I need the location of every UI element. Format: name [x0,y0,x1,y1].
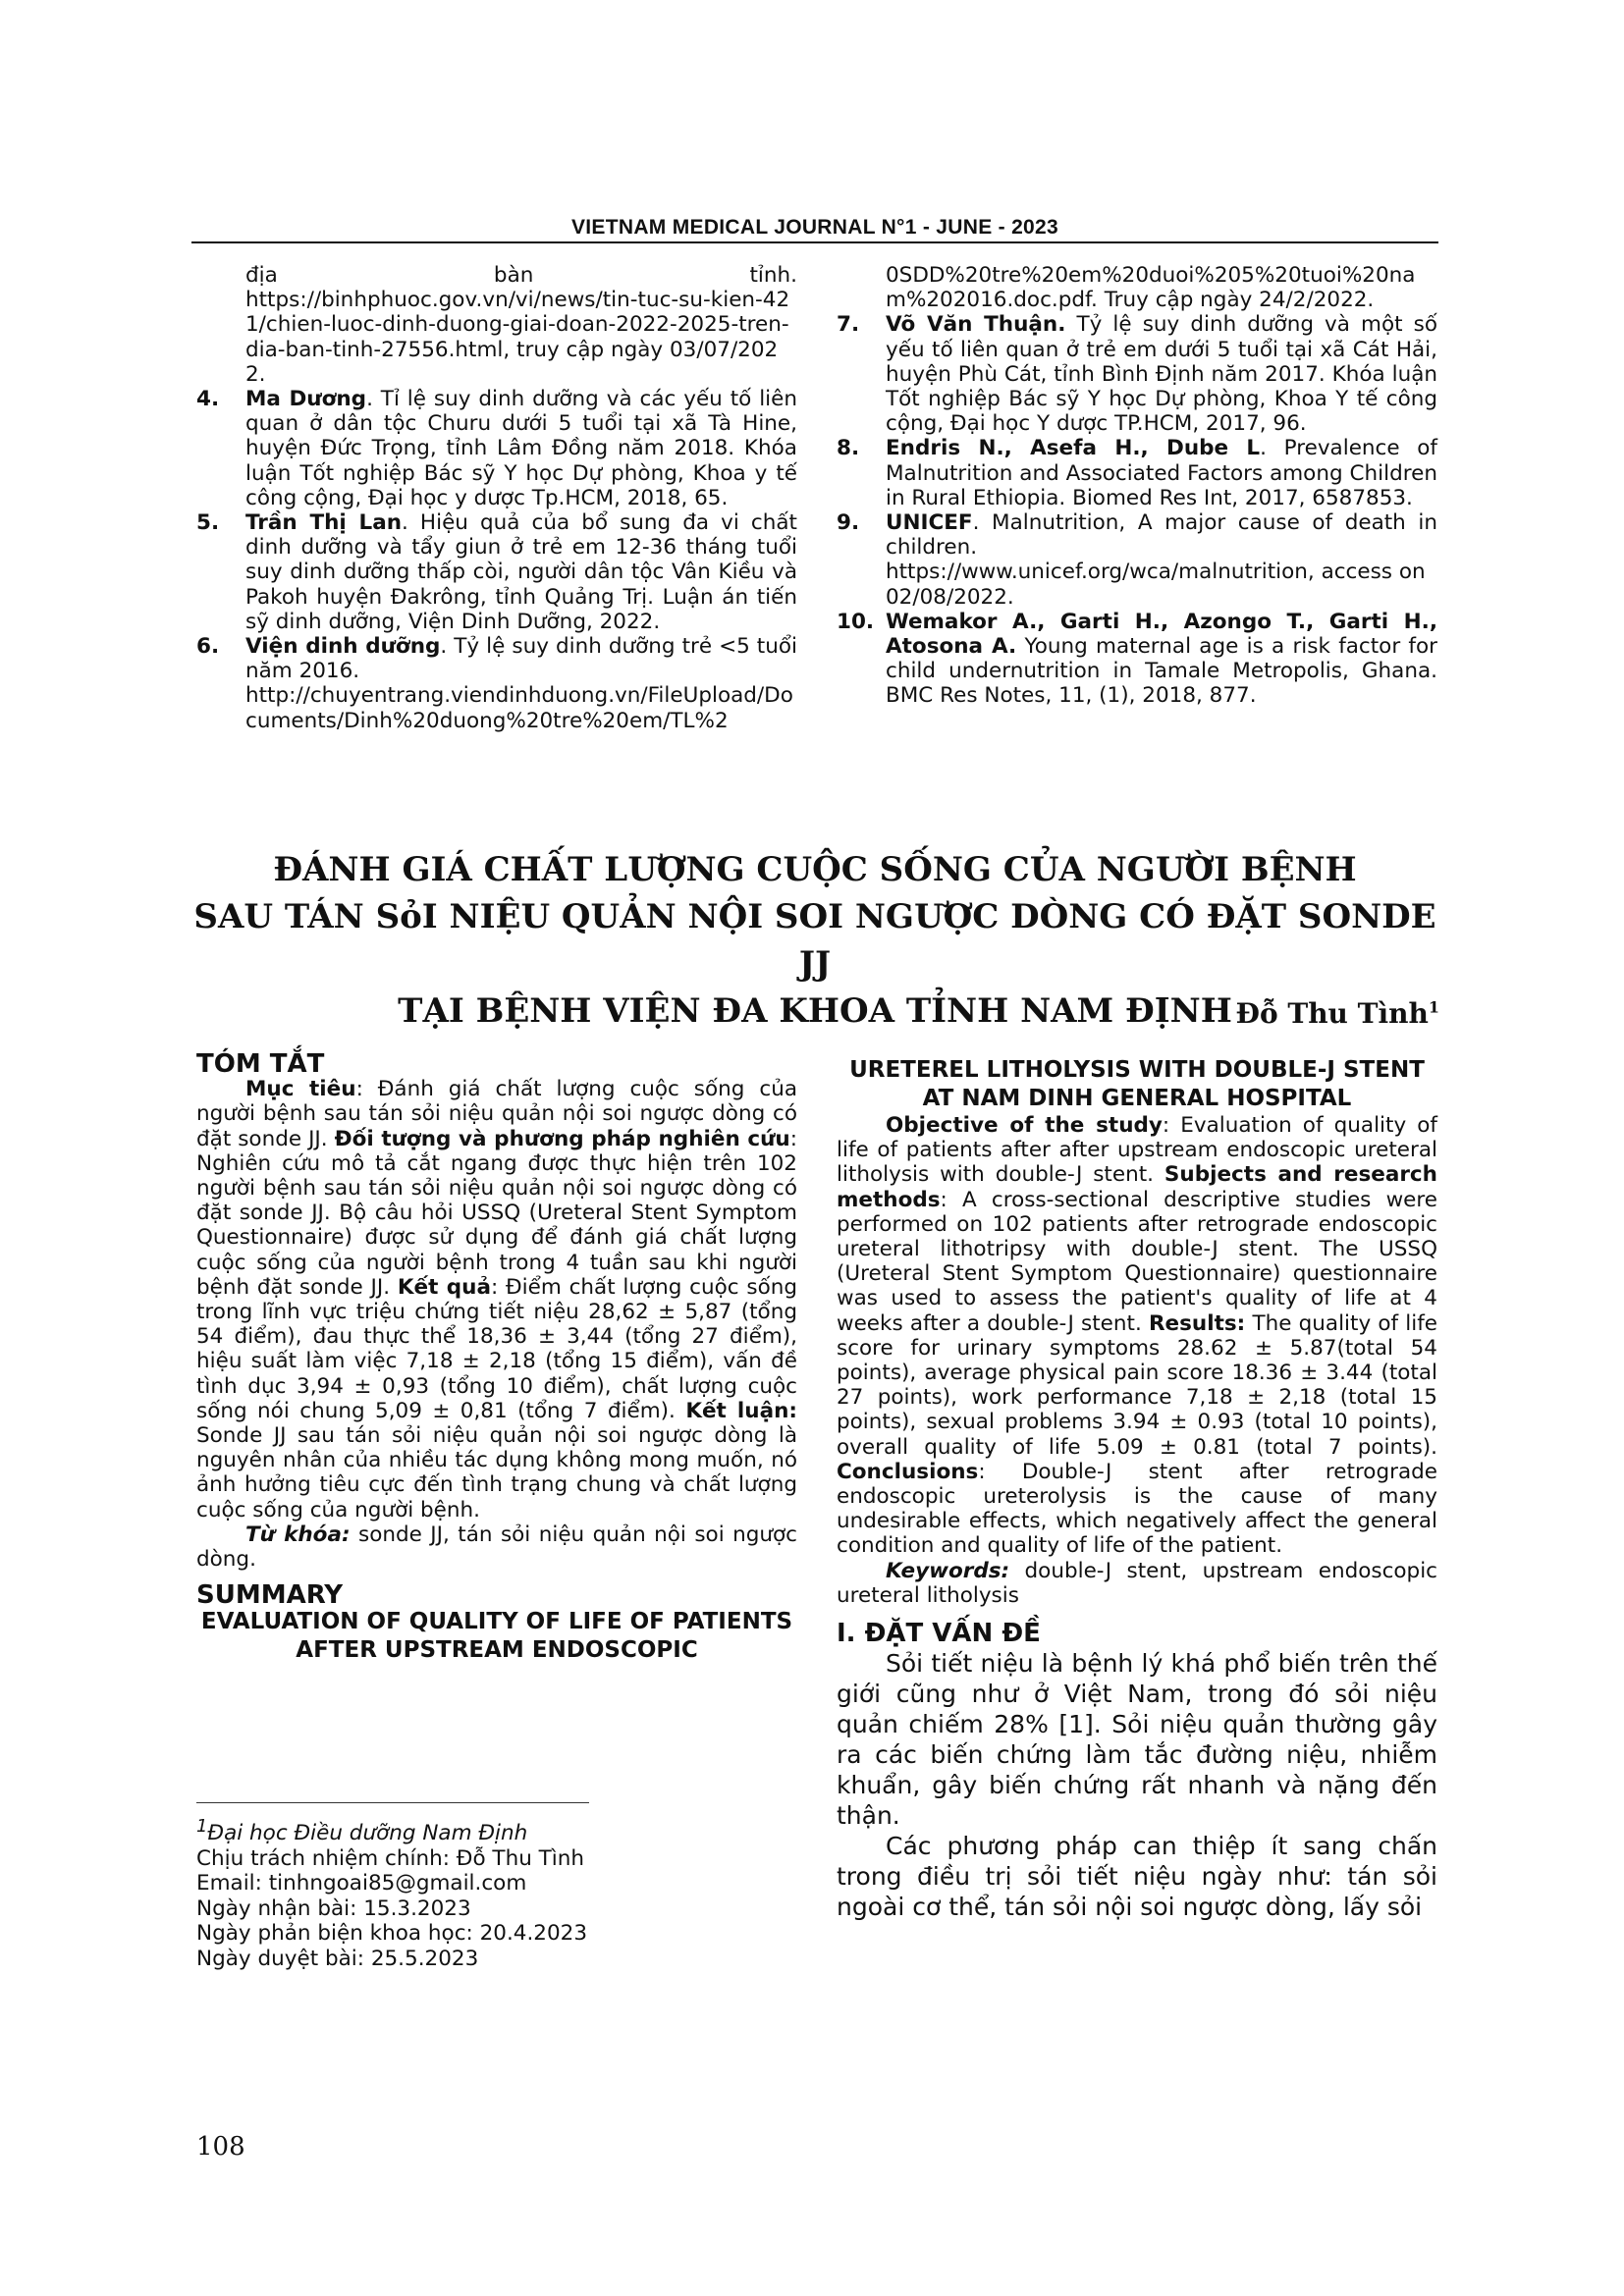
keywords-paragraph [196,1522,797,1572]
running-header: VIETNAM MEDICAL JOURNAL N°1 - JUNE - 2023 [570,216,1058,239]
results-label: Kết quả [397,1274,491,1300]
reference-author: Wemakor A., Garti H., Azongo T., Garti H., Atosona A. [886,609,1437,660]
reference-text: Tỷ lệ suy dinh dưỡng và một số yếu tố liên quan ở trẻ em dưới 5 tuổi tại xã Cát Hải, huyện Phù Cát, tỉnh Bình Định năm 2017. Khóa luận Tốt nghiệp Bác sỹ Y học Dự phòng, Khoa Y tế công cộng, Đại học Y dược TP.HCM, 2017, 96. [886,312,1437,437]
references-right-column [837,263,1437,709]
reference-url: https://binhphuoc.gov.vn/vi/news/tin-tuc-su-kien-421/chien-luoc-dinh-duong-giai-doan-2022-2025-tren-dia-ban-tinh-27556.html, truy cập ngày 03/07/2022. [245,288,790,387]
conclusion-label: Conclusions [837,1459,979,1484]
article-title-line: TẠI BỆNH VIỆN ĐA KHOA TỈNH NAM ĐỊNH [398,991,1232,1031]
reference-author: Viện dinh dưỡng [245,634,441,660]
keywords-label: Keywords: [886,1558,1010,1583]
reference-author: Võ Văn Thuận. [886,312,1066,338]
intro-heading: I. ĐẶT VẤN ĐỀ [837,1619,1041,1649]
article-author [1235,997,1439,1030]
page-number: 108 [196,2132,245,2162]
article-title-line: SAU TÁN SỏI NIỆU QUẢN NỘI SOI NGƯỢC DÒNG CÓ ĐẶT SONDE JJ [193,897,1436,984]
reference-number: 4. [196,387,220,412]
reference-author: Ma Dương [245,387,367,412]
reference-author: UNICEF [886,510,973,536]
reference-4 [196,387,797,510]
affiliation-mark: 1 [196,1816,208,1837]
reference-10 [837,610,1437,709]
results-text: The quality of life score for urinary symptoms 28.62 ± 5.87(total 54 points), average physical pain score 18.36 ± 3.44 (total 27 points), work performance 7,18 ± 2,18 (total 15 points), sexual problems 3.94 ± 0.93 (total 10 points), overall quality of life 5.09 ± 0.81 (total 7 points). [837,1310,1437,1460]
intro-paragraph: Sỏi tiết niệu là bệnh lý khá phổ biến trên thế giới cũng như ở Việt Nam, trong đó sỏi niệu quản chiếm 28% [1]. Sỏi niệu quản thường gây ra các biến chứng làm tắc đường niệu, nhiễm khuẩn, gây biến chứng rất nhanh và nặng đến thận. [837,1649,1437,1831]
affiliation-text: Đại học Điều dưỡng Nam Định [207,1821,528,1846]
keywords-label: Từ khóa: [245,1522,351,1547]
reference-text: . Tỉ lệ suy dinh dưỡng và các yếu tố liên quan ở dân tộc Churu dưới 5 tuổi tại xã Tà Hine, huyện Đức Trọng, tỉnh Lâm Đồng năm 2018. Khóa luận Tốt nghiệp Bác sỹ Y học Dự phòng, Khoa y tế công cộng, Đại học y dược Tp.HCM, 2018, 65. [245,387,797,510]
objective-text: : Evaluation of quality of life of patients after after upstream endoscopic ureteral litholysis with double-J stent. [837,1113,1437,1188]
reference-url: http://chuyentrang.viendinhduong.vn/FileUpload/Documents/Dinh%20duong%20tre%20em/TL%2 [245,683,793,733]
summary-paragraph [837,1113,1437,1559]
references-left-column [196,263,797,733]
author-name: Đỗ Thu Tình [1235,997,1429,1030]
article-title-line: ĐÁNH GIÁ CHẤT LƯỢNG CUỘC SỐNG CỦA NGƯỜI BỆNH [273,850,1357,889]
results-label: Results: [1148,1310,1246,1336]
intro-paragraph: Các phương pháp can thiệp ít sang chấn trong điều trị sỏi tiết niệu ngày như: tán sỏi ngoài cơ thể, tán sỏi nội soi ngược dòng, lấy sỏi [837,1832,1437,1922]
affiliation [196,1814,785,1846]
keywords-paragraph [837,1559,1437,1608]
reference-7 [837,312,1437,436]
review-date: Ngày phản biện khoa học: 20.4.2023 [196,1921,588,1947]
approval-date: Ngày duyệt bài: 25.5.2023 [196,1946,479,1971]
conclusion-label: Kết luận: [685,1398,798,1423]
reference-url: https://www.unicef.org/wca/malnutrition, access on 02/08/2022. [886,560,1426,610]
summary-heading: SUMMARY [196,1580,344,1611]
reference-url: 0SDD%20tre%20em%20duoi%205%20tuoi%20nam%202016.doc.pdf. Truy cập ngày 24/2/2022. [886,263,1416,313]
methods-text: : Nghiên cứu mô tả cắt ngang được thực hiện trên 102 người bệnh sau tán sỏi niệu quản nội soi ngược dòng có đặt sonde JJ. Bộ câu hỏi USSQ (Ureteral Stent Symptom Questionnaire) được sử dụng để đánh giá chất lượng cuộc sống của người bệnh trong 4 tuần sau khi người bệnh đặt sonde JJ. [196,1126,797,1300]
reference-number: 10. [837,609,875,634]
reference-number: 5. [196,510,220,536]
summary-title-part1: EVALUATION OF QUALITY OF LIFE OF PATIENTS AFTER UPSTREAM ENDOSCOPIC [200,1609,793,1664]
reference-text: Young maternal age is a risk factor for child undernutrition in Tamale Metropolis, Ghana. BMC Res Notes, 11, (1), 2018, 877. [886,634,1437,709]
reference-number: 7. [837,312,860,338]
reference-text: địa bàn tỉnh. [245,263,797,288]
footnotes [196,1814,785,1971]
corresponding-author: Chịu trách nhiệm chính: Đỗ Thu Tình [196,1845,585,1871]
reference-text: . Malnutrition, A major cause of death in children. [886,510,1437,561]
reference-number: 6. [196,634,220,660]
objective-label: Objective of the study [886,1113,1163,1138]
abstract-heading: TÓM TẮT [196,1049,325,1079]
reference-author: Trần Thị Lan [245,510,403,536]
conclusion-text: : Double-J stent after retrograde endoscopic ureterolysis is the cause of many undesirable effects, which negatively affect the general condition and quality of life of the patient. [837,1459,1437,1559]
reference-6-continuation [837,263,1437,312]
results-text: : Điểm chất lượng cuộc sống trong lĩnh vực triệu chứng tiết niệu 28,62 ± 5,87 (tổng 54 điểm), đau thực thể 18,36 ± 3,44 (tổng 27 điểm), hiệu suất làm việc 7,18 ± 2,18 (tổng 15 điểm), vấn đề tình dục 3,94 ± 0,93 (tổng 10 điểm), chất lượng cuộc sống nói chung 5,09 ± 0,81 (tổng 7 điểm). [196,1274,797,1423]
objective-label: Mục tiêu [245,1077,356,1102]
reference-5 [196,510,797,634]
reference-number: 8. [837,436,860,461]
reference-9 [837,510,1437,610]
objective-text: : Đánh giá chất lượng cuộc sống của người bệnh sau tán sỏi niệu quản nội soi ngược dòng có đặt sonde JJ. [196,1077,797,1151]
summary-title-part2: URETEREL LITHOLYSIS WITH DOUBLE-J STENT AT NAM DINH GENERAL HOSPITAL [849,1057,1425,1111]
footnote-rule [196,1802,589,1803]
abstract-left-column [196,1049,798,1665]
reference-3-continuation [196,263,797,387]
reference-text: . Tỷ lệ suy dinh dưỡng trẻ <5 tuổi năm 2016. [245,634,797,684]
methods-label: Đối tượng và phương pháp nghiên cứu [334,1126,790,1151]
keywords-text: double-J stent, upstream endoscopic ureteral litholysis [837,1558,1437,1608]
summary-right-column [837,1056,1437,1922]
abstract-paragraph [196,1077,797,1522]
reference-8 [837,436,1437,510]
methods-text: : A cross-sectional descriptive studies were performed on 102 patients after retrograde endoscopic ureteral lithotripsy with double-J stent. The USSQ (Ureteral Stent Symptom Questionnaire) questionnaire was used to assess the patient's quality of life at 4 weeks after a double-J stent. [837,1187,1437,1336]
methods-label: Subjects and research methods [837,1162,1437,1212]
header-rule [191,241,1438,243]
reference-6 [196,634,797,733]
received-date: Ngày nhận bài: 15.3.2023 [196,1896,471,1921]
reference-number: 9. [837,510,860,536]
reference-text: . Prevalence of Malnutrition and Associated Factors among Children in Rural Ethiopia. Biomed Res Int, 2017, 6587853. [886,436,1437,510]
conclusion-text: Sonde JJ sau tán sỏi niệu quản nội soi ngược dòng là nguyên nhân của nhiều tác dụng không mong muốn, nó ảnh hưởng tiêu cực đến tình trạng chung và chất lượng cuộc sống của người bệnh. [196,1423,797,1522]
keywords-text: sonde JJ, tán sỏi niệu quản nội soi ngược dòng. [196,1522,797,1573]
email-line: Email: tinhngoai85@gmail.com [196,1871,527,1896]
reference-author: Endris N., Asefa H., Dube L [886,436,1261,461]
reference-text: . Hiệu quả của bổ sung đa vi chất dinh dưỡng và tẩy giun ở trẻ em 12-36 tháng tuổi suy dinh dưỡng thấp còi, người dân tộc Vân Kiều và Pakoh huyện Đakrông, tỉnh Quảng Trị. Luận án tiến sỹ dinh dưỡng, Viện Dinh Dưỡng, 2022. [245,510,797,634]
author-affiliation-mark: 1 [1428,997,1439,1017]
